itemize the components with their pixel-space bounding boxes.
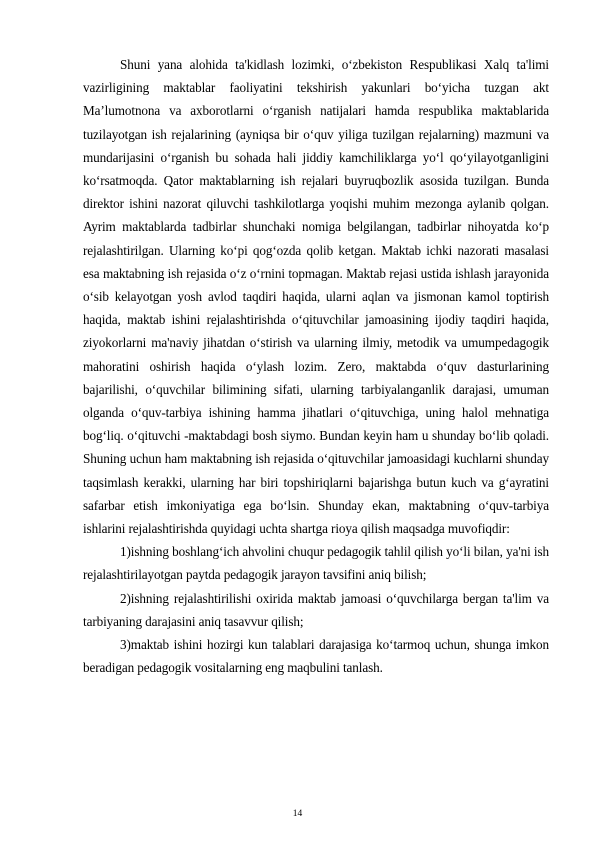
- paragraph-condition-3: 3)maktab ishini hozirgi kun talablari darajasiga ko‘tarmoq uchun, shunga imkon beradigan pedagogik vositalarning eng maqbulini tanlash.: [83, 637, 549, 676]
- body-text: [83, 53, 549, 679]
- paragraph-condition-2: 2)ishning rejalashtirilishi oxirida maktab jamoasi o‘quvchilarga bergan ta'lim va tarbiyaning darajasini aniq tasavvur qilish;: [83, 590, 549, 629]
- paragraph-condition-1: 1)ishning boshlang‘ich ahvolini chuqur pedagogik tahlil qilish yo‘li bilan, ya'ni ish rejalashtirilayotgan paytda pedagogik jarayon tavsifini aniq bilish;: [83, 544, 549, 583]
- page-number: 14: [292, 809, 303, 819]
- paragraph-main: Shuni yana alohida ta'kidlash lozimki, o‘zbekiston Respublikasi Xalq ta'limi vazirligining maktablar faoliyatini tekshirish yakunlari bo‘yicha tuzgan akt Ma’lumotnona va axborotlarni o‘rganish natijalari hamda respublika maktablarida tuzilayotgan ish rejalarining (ayniqsa bir o‘quv yiliga tuzilgan rejalarning) mazmuni va mundarijasini o‘rganish bu sohada hali jiddiy kamchiliklarga yo‘l qo‘yilayotganligini ko‘rsatmoqda. Qator maktablarning ish rejalari buyruqbozlik asosida tuzilgan. Bunda direktor ishini nazorat qiluvchi tashkilotlarga yoqishi muhim mezonga aylanib qolgan. Ayrim maktablarda tadbirlar shunchaki nomiga belgilangan, tadbirlar nihoyatda ko‘p rejalashtirilgan. Ularning ko‘pi qog‘ozda qolib ketgan. Maktab ichki nazorati masalasi esa maktabning ish rejasida o‘z o‘rnini topmagan. Maktab rejasi ustida ishlash jarayonida o‘sib kelayotgan yosh avlod taqdiri haqida, ularni aqlan va jismonan kamol toptirish haqida, maktab ishini rejalashtirishda o‘qituvchilar jamoasining ijodiy taqdiri haqida, ziyokorlarni ma'naviy jihatdan o‘stirish va ularning ilmiy, metodik va umumpedagogik mahoratini oshirish haqida o‘ylash lozim. Zero, maktabda o‘quv dasturlarining bajarilishi, o‘quvchilar bilimining sifati, ularning tarbiyalanganlik darajasi, umuman olganda o‘quv-tarbiya ishining hamma jihatlari o‘qituvchiga, uning halol mehnatiga bog‘liq. o‘qituvchi -maktabdagi bosh siymo. Bundan keyin ham u shunday bo‘lib qoladi. Shuning uchun ham maktabning ish rejasida o‘qituvchilar jamoasidagi kuchlarni shunday taqsimlash kerakki, ularning har biri topshiriqlarni bajarishga butun kuch va g‘ayratini safarbar etish imkoniyatiga ega bo‘lsin. Shunday ekan, maktabning o‘quv-tarbiya ishlarini rejalashtirishda quyidagi uchta shartga rioya qilish maqsadga muvofiqdir:: [83, 57, 549, 537]
